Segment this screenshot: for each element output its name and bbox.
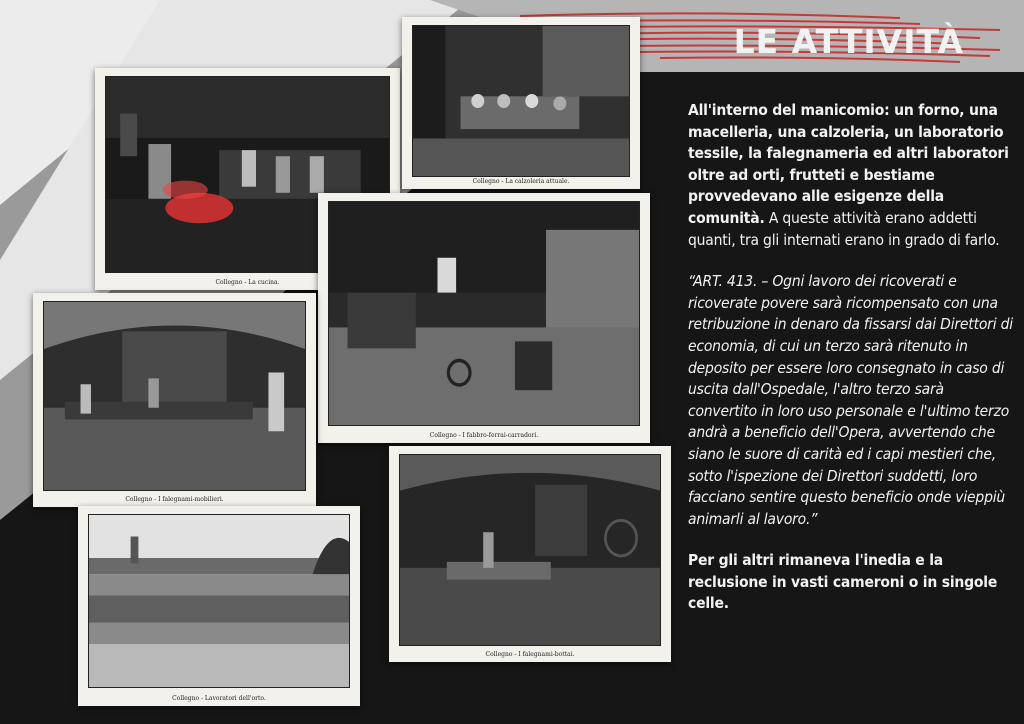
photo-falegnami-mobilieri (33, 293, 316, 507)
photo-caption: Collegno - Lavoratori dell'orto. (172, 695, 266, 702)
photo-calzoleria (402, 17, 640, 189)
photo-fabbri (318, 193, 650, 443)
photo-caption: Collegno - I fabbro-ferrai-carradori. (429, 432, 539, 439)
photo-image (88, 514, 350, 688)
closing-bold: Per gli altri rimaneva l'inedia e la reclusione in vasti cameroni o in singole celle. (688, 551, 998, 613)
intro-bold: All'interno del manicomio: un forno, una macelleria, una calzoleria, un laboratorio tessile, la falegnameria ed altri laboratori oltre ad orti, frutteti e bestiame provvedevano alle esigenze della comunità. (688, 101, 1009, 227)
body-text (688, 100, 1016, 635)
photo-orto (78, 506, 360, 706)
photo-falegnami-bottai (389, 446, 671, 662)
intro-paragraph (688, 100, 1016, 251)
photo-caption: Collegno - I falegnami-mobilieri. (125, 496, 224, 503)
article-quote: “ART. 413. – Ogni lavoro dei ricoverati e ricoverate povere sarà ricompensato con una retribuzione in denaro da fissarsi dai Direttori di economia, di cui un terzo sarà ritenuto in deposito per essere loro consegnato in caso di uscita dall'Ospedale, l'altro terzo sarà convertito in loro uso personale e l'ultimo terzo andrà a beneficio dell'Opera, avvertendo che siano le suore di carità ed i capi mestieri che, sotto l'ispezione dei Direttori suddetti, loro facciano sentire questo beneficio onde vieppiù animarli al lavoro.” (688, 272, 1013, 528)
photo-caption: Collegno - La calzoleria attuale. (472, 178, 570, 185)
photo-image (328, 201, 640, 426)
photo-image (43, 301, 306, 491)
photo-caption: Collegno - I falegnami-bottai. (485, 651, 575, 658)
photo-image (399, 454, 661, 646)
photo-caption: Collegno - La cucina. (215, 279, 280, 286)
closing-paragraph (688, 550, 1016, 615)
photo-image (412, 25, 630, 177)
page-title: LE ATTIVITÀ (733, 22, 964, 61)
intro-rest: A queste attività erano addetti quanti, tra gli internati erano in grado di farlo. (688, 208, 1000, 249)
